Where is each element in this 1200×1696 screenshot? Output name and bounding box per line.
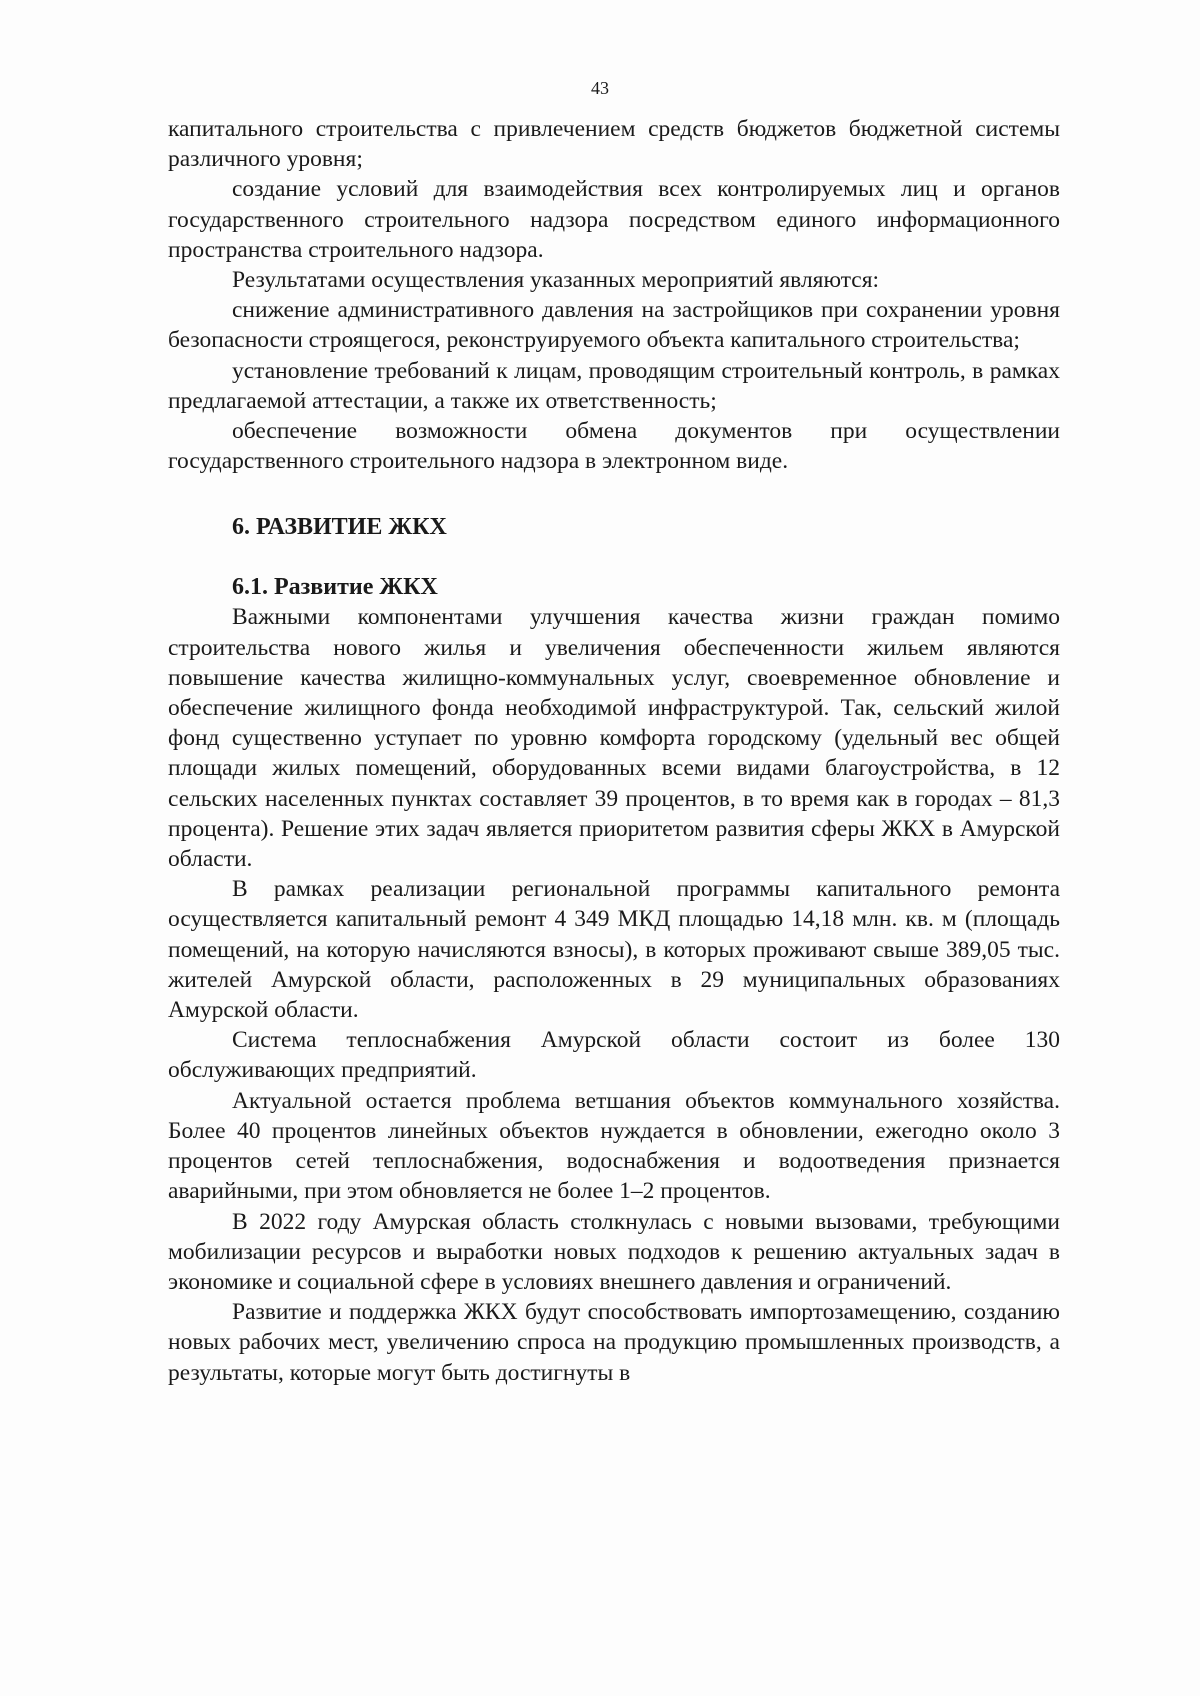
subsection-heading: 6.1. Развитие ЖКХ — [232, 574, 438, 601]
page-number: 43 — [591, 78, 609, 98]
paragraph: Важными компонентами улучшения качества жизни граждан помимо строительства нового жилья и увеличения обеспеченности жильем являются повышение качества жилищно-коммунальных услуг, своевременное обновление и обеспечение жилищного фонда необходимой инфраструктурой. Так, сельский жилой фонд существенно уступает по уровню комфорта городскому (удельный вес общей площади жилых помещений, оборудованных всеми видами благоустройства, в 12 сельских населенных пунктах составляет 39 процентов, в то время как в городах – 81,3 процента). Решение этих задач является приоритетом развития сферы ЖКХ в Амурской области. — [168, 604, 1060, 873]
text-block-before-heading — [168, 114, 1060, 476]
paragraph: В рамках реализации региональной программы капитального ремонта осуществляется капитальный ремонт 4 349 МКД площадью 14,18 млн. кв. м (площадь помещений, на которую начисляются взносы), в которых проживают свыше 389,05 тыс. жителей Амурской области, расположенных в 29 муниципальных образованиях Амурской области. — [168, 876, 1060, 1024]
paragraph: капитального строительства с привлечением средств бюджетов бюджетной системы различного уровня; — [168, 116, 1060, 173]
paragraph: обеспечение возможности обмена документов при осуществлении государственного строительного надзора в электронном виде. — [168, 418, 1060, 475]
paragraph: Развитие и поддержка ЖКХ будут способствовать импортозамещению, созданию новых рабочих мест, увеличению спроса на продукцию промышленных производств, а результаты, которые могут быть достигнуты в — [168, 1299, 1060, 1386]
paragraph: Результатами осуществления указанных мероприятий являются: — [232, 267, 880, 294]
paragraph: снижение административного давления на застройщиков при сохранении уровня безопасности строящегося, реконструируемого объекта капитального строительства; — [168, 297, 1060, 354]
paragraph: установление требований к лицам, проводящим строительный контроль, в рамках предлагаемой аттестации, а также их ответственность; — [168, 357, 1060, 414]
section-heading: 6. РАЗВИТИЕ ЖКХ — [232, 514, 447, 541]
paragraph: В 2022 году Амурская область столкнулась с новыми вызовами, требующими мобилизации ресурсов и выработки новых подходов к решению актуальных задач в экономике и социальной сфере в условиях внешнего давления и ограничений. — [168, 1208, 1060, 1295]
text-block-after-heading — [168, 602, 1060, 1387]
paragraph: создание условий для взаимодействия всех контролируемых лиц и органов государственного строительного надзора посредством единого информационного пространства строительного надзора. — [168, 176, 1060, 263]
paragraph: Система теплоснабжения Амурской области состоит из более 130 обслуживающих предприятий. — [168, 1027, 1060, 1084]
paragraph: Актуальной остается проблема ветшания объектов коммунального хозяйства. Более 40 процентов линейных объектов нуждается в обновлении, ежегодно около 3 процентов сетей теплоснабжения, водоснабжения и водоотведения признается аварийными, при этом обновляется не более 1–2 процентов. — [168, 1087, 1060, 1205]
page-content — [168, 114, 1060, 1388]
